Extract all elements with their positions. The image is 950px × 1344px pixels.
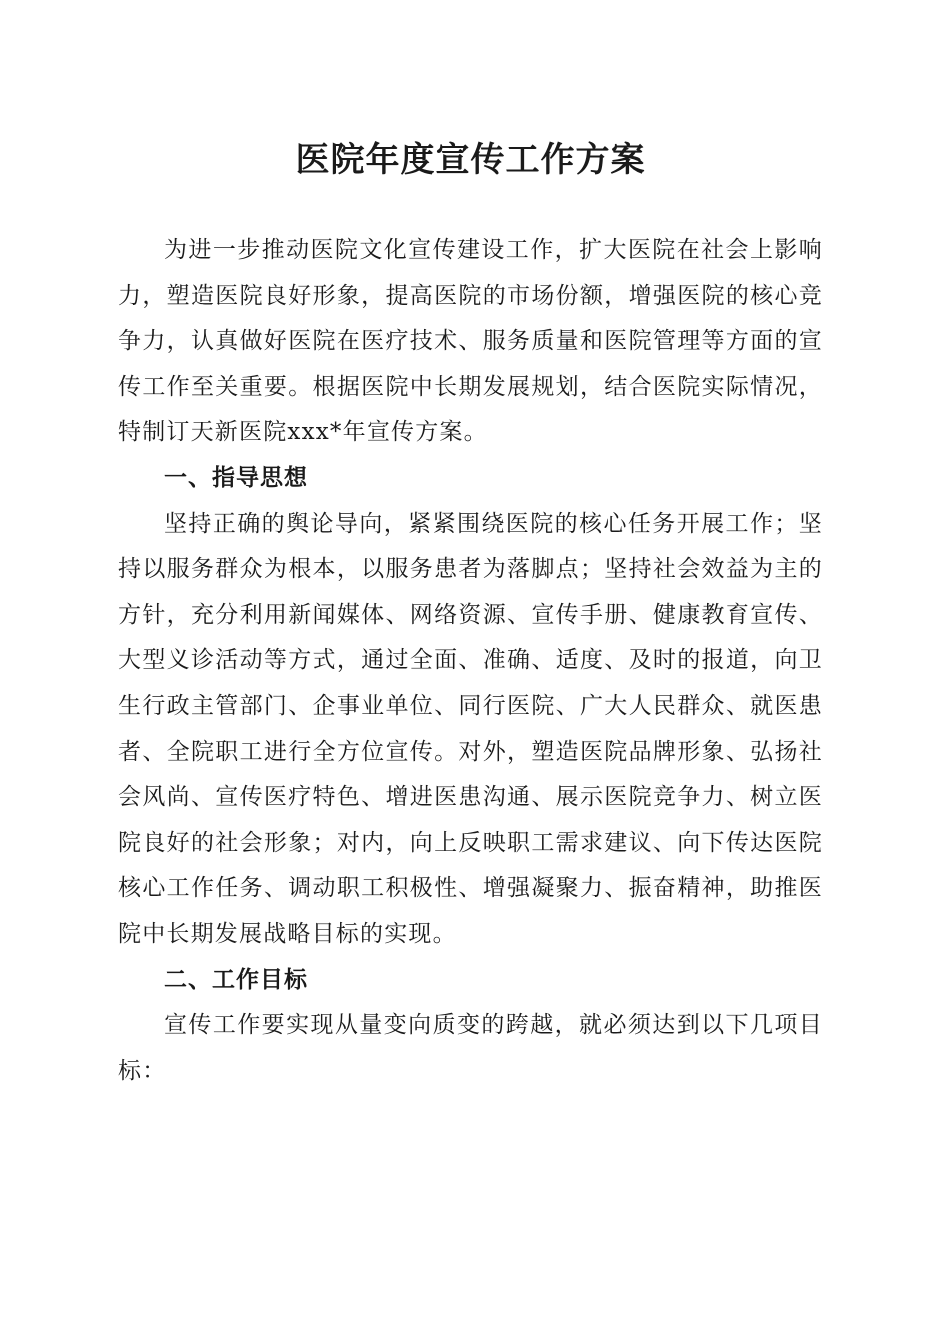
- section-heading-work-goals: 二、工作目标: [164, 966, 308, 993]
- document-body: [118, 228, 823, 1094]
- section-heading-guiding-ideology: 一、指导思想: [164, 464, 308, 491]
- intro-paragraph: 为进一步推动医院文化宣传建设工作，扩大医院在社会上影响力，塑造医院良好形象，提高医院的市场份额，增强医院的核心竞争力，认真做好医院在医疗技术、服务质量和医院管理等方面的宣传工作至关重要。根据医院中长期发展规划，结合医院实际情况，特制订天新医院xxx*年宣传方案。: [118, 237, 823, 446]
- document-title: 医院年度宣传工作方案: [295, 140, 646, 180]
- section-paragraph-work-goals: 宣传工作要实现从量变向质变的跨越，就必须达到以下几项目标：: [118, 1012, 823, 1084]
- section-paragraph-guiding-ideology: 坚持正确的舆论导向，紧紧围绕医院的核心任务开展工作；坚持以服务群众为根本，以服务患者为落脚点；坚持社会效益为主的方针，充分利用新闻媒体、网络资源、宣传手册、健康教育宣传、大型义诊活动等方式，通过全面、准确、适度、及时的报道，向卫生行政主管部门、企事业单位、同行医院、广大人民群众、就医患者、全院职工进行全方位宣传。对外，塑造医院品牌形象、弘扬社会风尚、宣传医疗特色、增进医患沟通、展示医院竞争力、树立医院良好的社会形象；对内，向上反映职工需求建议、向下传达医院核心工作任务、调动职工积极性、增强凝聚力、振奋精神，助推医院中长期发展战略目标的实现。: [118, 510, 823, 947]
